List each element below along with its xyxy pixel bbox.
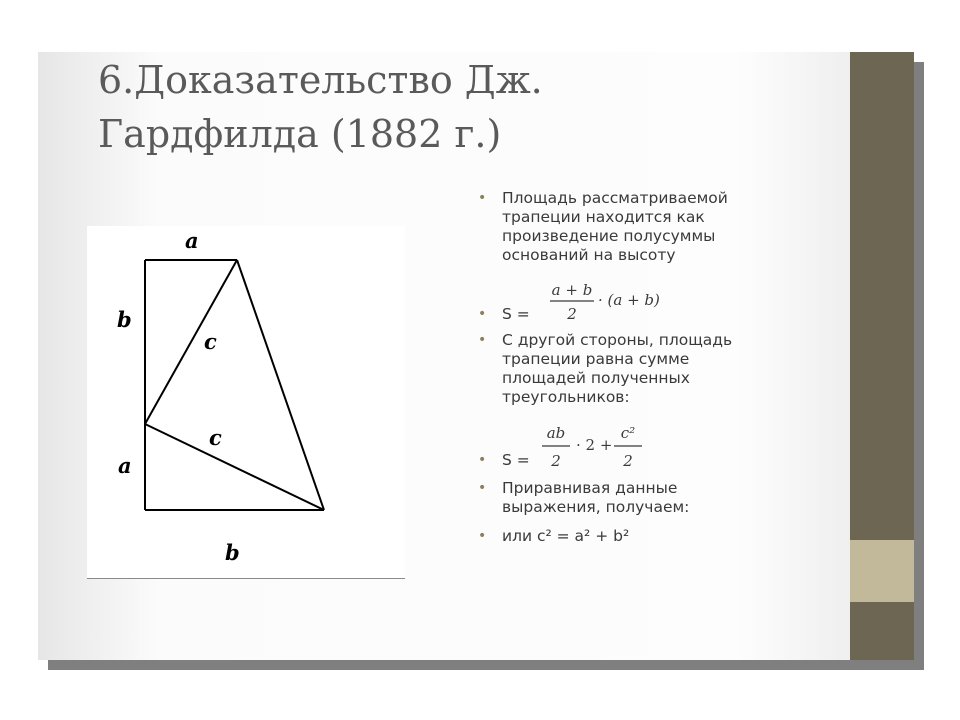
formula1-numerator: a + b [551, 281, 593, 299]
bullet-line: Площадь рассматриваемой [502, 189, 728, 207]
lower-hypotenuse-line [145, 424, 324, 510]
formula-triangles-area [540, 419, 730, 480]
garfield-trapezoid-figure [87, 226, 405, 578]
bullet-line: оснований на высоту [502, 246, 676, 264]
formula2-frac2-numerator: c² [620, 424, 636, 442]
label-left-b: b [117, 307, 132, 332]
bullet-line: трапеции равна сумме [502, 350, 690, 368]
bullet-icon: • [478, 306, 487, 322]
bullet-line: S = [502, 451, 530, 469]
bullet-line: или c² = a² + b² [502, 527, 630, 545]
label-upper-c: c [204, 329, 217, 354]
bullet-line: С другой стороны, площадь [502, 331, 733, 349]
bullet-icon: • [478, 190, 487, 206]
label-left-a: a [118, 453, 132, 478]
bullet-line: площадей полученных [502, 369, 690, 387]
formula2-frac1-denominator: 2 [551, 452, 561, 470]
bullet-line: трапеции находится как [502, 208, 705, 226]
bullet-line: произведение полусуммы [502, 227, 716, 245]
label-lower-c: c [209, 425, 222, 450]
formula1-tail: · (a + b) [598, 291, 660, 309]
formula1-denominator: 2 [567, 305, 577, 323]
formula2-frac2-denominator: 2 [623, 452, 633, 470]
decorative-band-light [850, 540, 914, 602]
title-line-2: Гардфилда (1882 г.) [98, 111, 502, 156]
slide [38, 52, 914, 660]
right-side-line [237, 260, 324, 510]
formula2-frac1-numerator: ab [546, 424, 566, 442]
title-line-1: 6.Доказательство Дж. [98, 58, 543, 102]
label-top-a: a [185, 228, 199, 253]
formula2-middle: · 2 + [576, 436, 613, 454]
label-bottom-b: b [225, 540, 240, 565]
slide-title [98, 54, 818, 162]
bullet-icon: • [478, 528, 487, 544]
formula-trapezoid-area [548, 277, 738, 330]
bullet-icon: • [478, 480, 487, 496]
bullet-line: треугольников: [502, 388, 630, 406]
bullet-icon: • [478, 332, 487, 348]
figure-underline [87, 578, 405, 579]
bullet-line: Приравнивая данные [502, 479, 678, 497]
bullet-icon: • [478, 452, 487, 468]
bullet-line: выражения, получаем: [502, 498, 690, 516]
bullet-line: S = [502, 305, 530, 323]
upper-hypotenuse-line [145, 260, 237, 424]
trapezoid-diagram [87, 226, 405, 578]
